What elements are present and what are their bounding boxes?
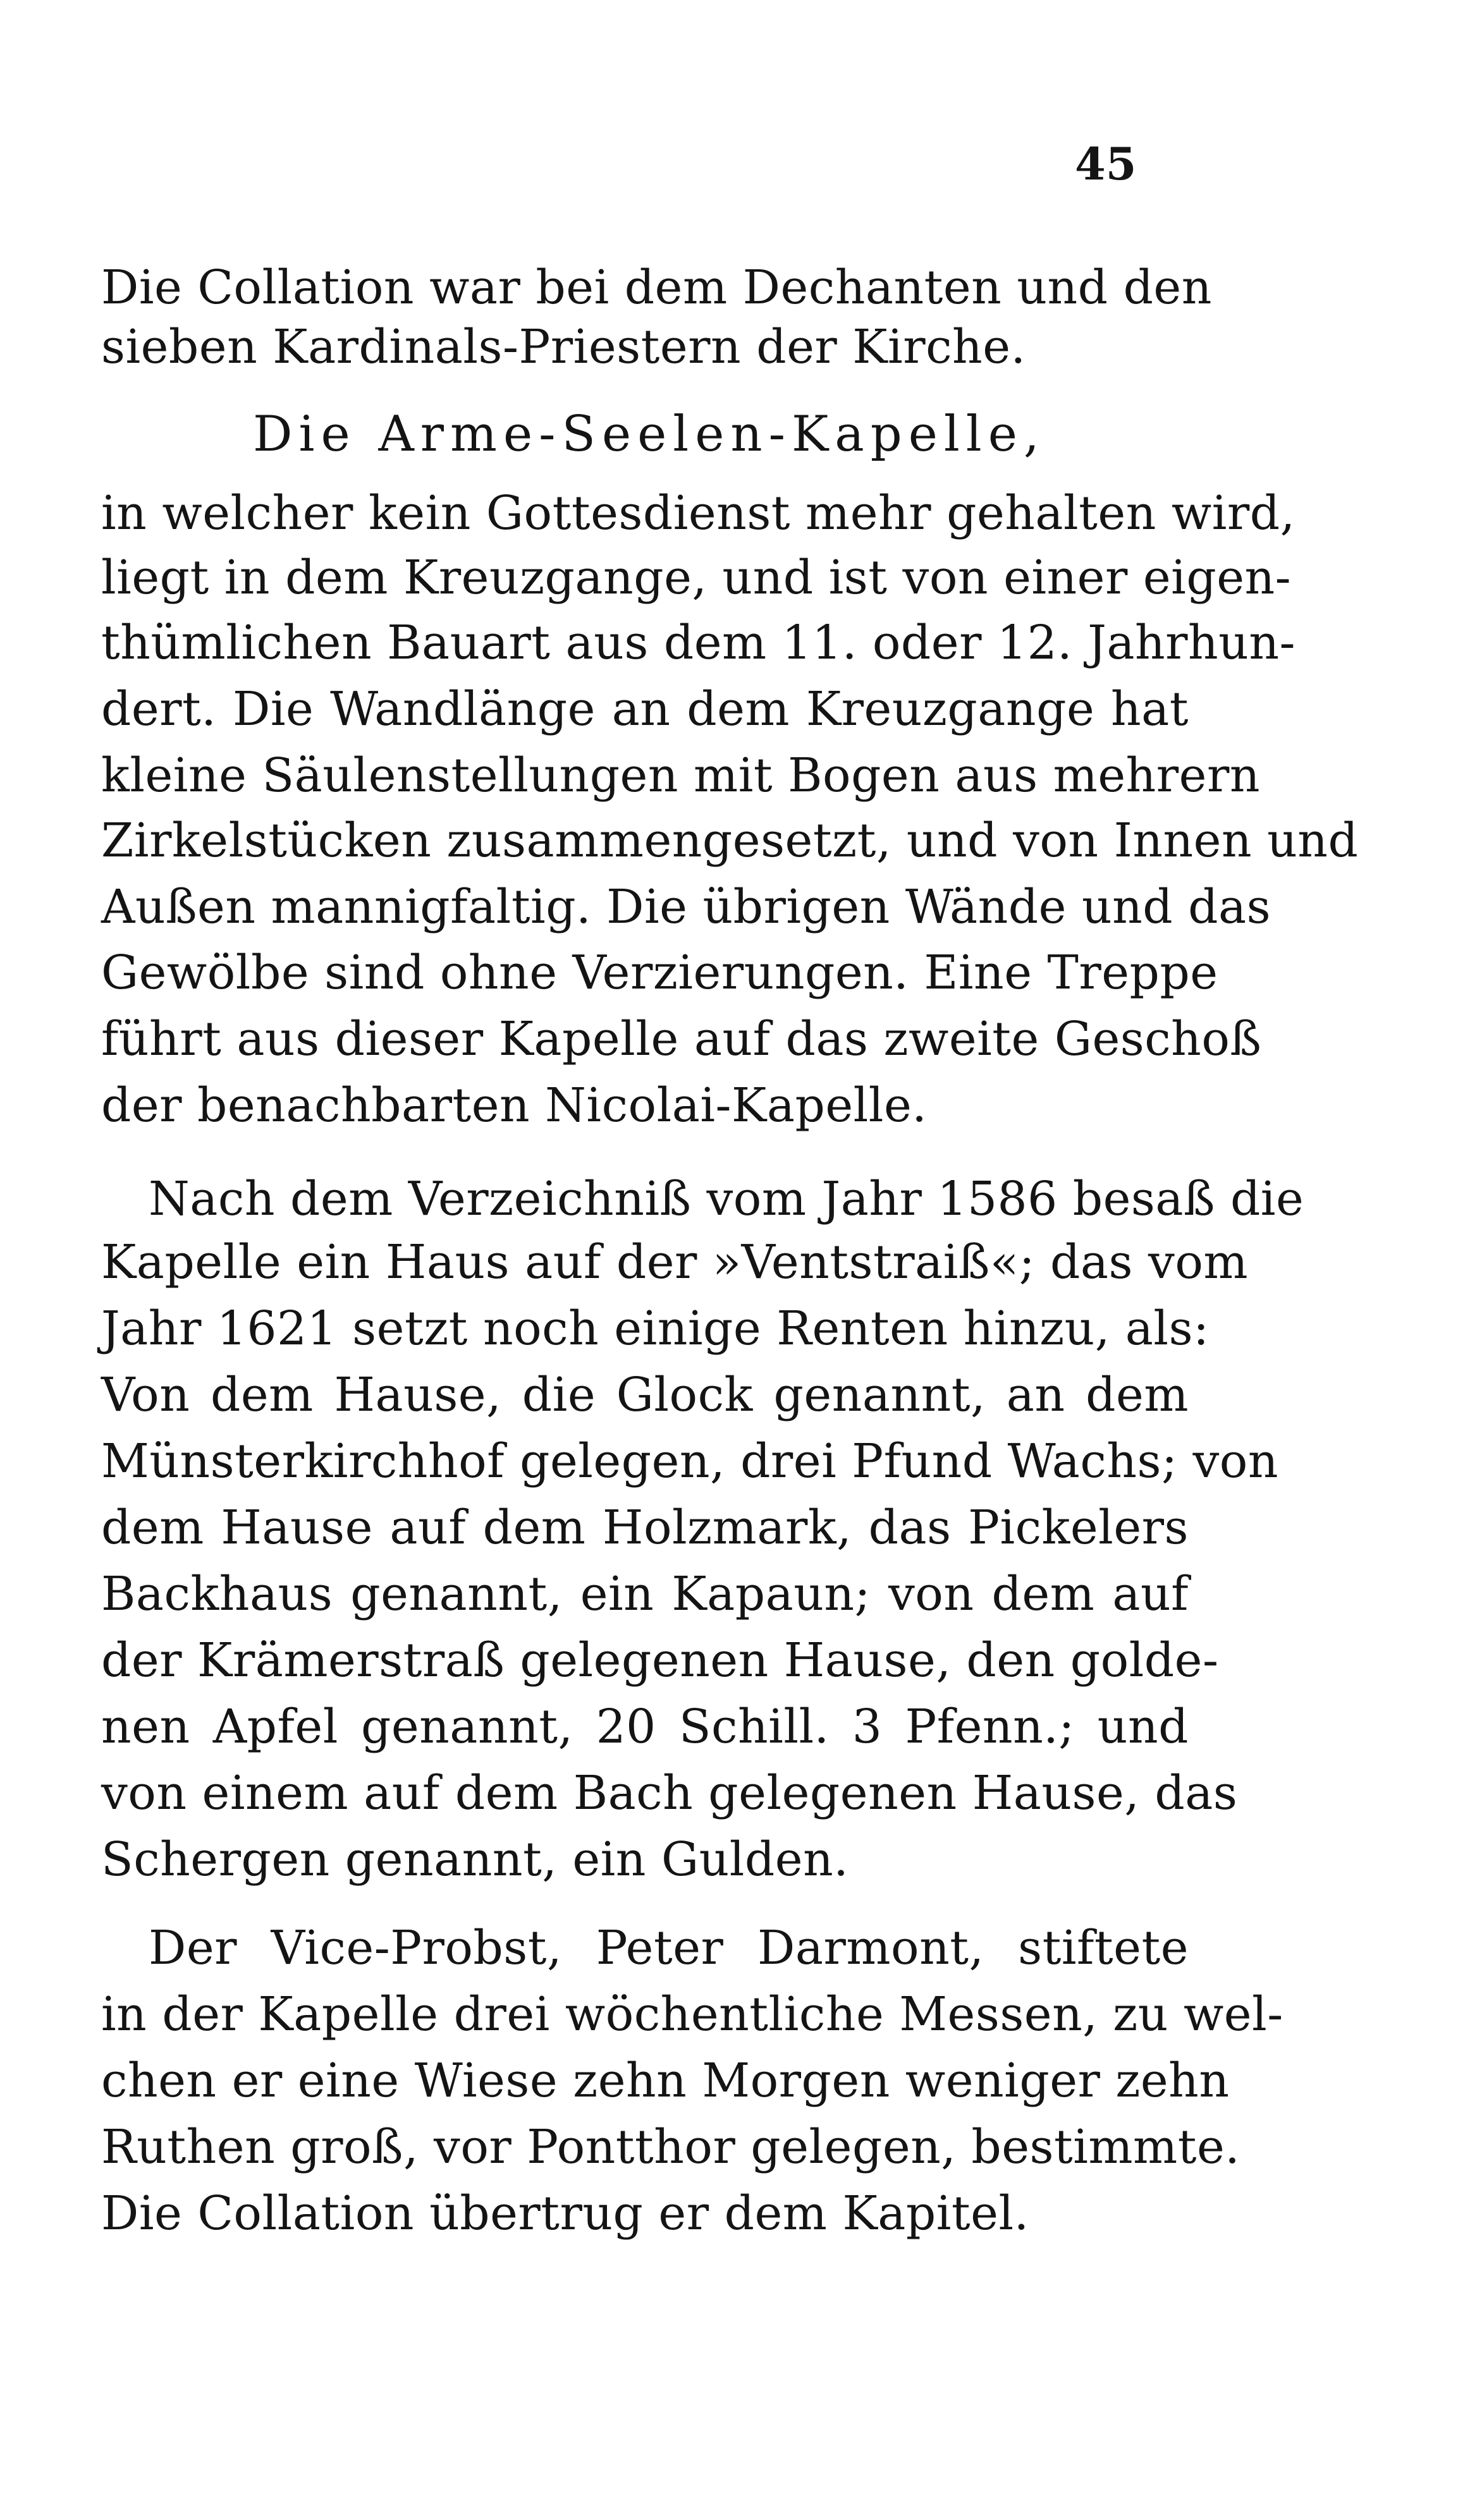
text-line: der benachbarten Nicolai-Kapelle. [101,1078,928,1133]
text-line: nen Apfel genannt, 20 Schill. 3 Pfenn.; und [101,1700,1189,1754]
text-line: Schergen genannt, ein Gulden. [101,1832,849,1887]
text-line: der Krämerstraß gelegenen Hause, den golde- [101,1633,1219,1688]
text-line: dem Hause auf dem Holzmark, das Pickelers [101,1500,1189,1555]
text-line: sieben Kardinals-Priestern der Kirche. [101,320,1026,374]
page-number: 45 [1075,138,1137,190]
text-line: thümlichen Bauart aus dem 11. oder 12. Jahrhun- [101,616,1296,670]
text-line: von einem auf dem Bach gelegenen Hause, das [101,1766,1238,1820]
text-line: kleine Säulenstellungen mit Bogen aus mehrern [101,748,1261,803]
text-line: Zirkelstücken zusammengesetzt, und von Innen und [101,813,1359,868]
text-line: Von dem Hause, die Glock genannt, an dem [101,1368,1189,1422]
text-line: in der Kapelle drei wöchentliche Messen, zu wel- [101,1987,1283,2042]
text-line: führt aus dieser Kapelle auf das zweite Geschoß [101,1012,1262,1066]
text-line: Der Vice-Probst, Peter Darmont, stiftete [149,1921,1189,1975]
text-line: Gewölbe sind ohne Verzierungen. Eine Treppe [101,946,1218,1000]
text-line: Die Collation übertrug er dem Kapitel. [101,2186,1029,2241]
text-line: Münsterkirchhof gelegen, drei Pfund Wachs; von [101,1434,1278,1488]
text-line: in welcher kein Gottesdienst mehr gehalten wird, [101,486,1295,540]
text-line: Nach dem Verzeichniß vom Jahr 1586 besaß die [149,1172,1304,1226]
section-heading: Die Arme-Seelen-Kapelle, [253,406,1046,463]
text-line: liegt in dem Kreuzgange, und ist von einer eigen- [101,551,1292,605]
text-line: dert. Die Wandlänge an dem Kreuzgange hat [101,682,1189,736]
text-line: Ruthen groß, vor Pontthor gelegen, bestimmte. [101,2120,1240,2174]
text-line: Außen mannigfaltig. Die übrigen Wände und das [101,880,1271,934]
text-line: chen er eine Wiese zehn Morgen weniger zehn [101,2054,1230,2108]
text-line: Kapelle ein Haus auf der »Ventstraiß«; das vom [101,1235,1249,1289]
text-line: Die Collation war bei dem Dechanten und den [101,260,1212,315]
text-line: Backhaus genannt, ein Kapaun; von dem auf [101,1567,1189,1621]
text-line: Jahr 1621 setzt noch einige Renten hinzu, als: [101,1301,1210,1356]
